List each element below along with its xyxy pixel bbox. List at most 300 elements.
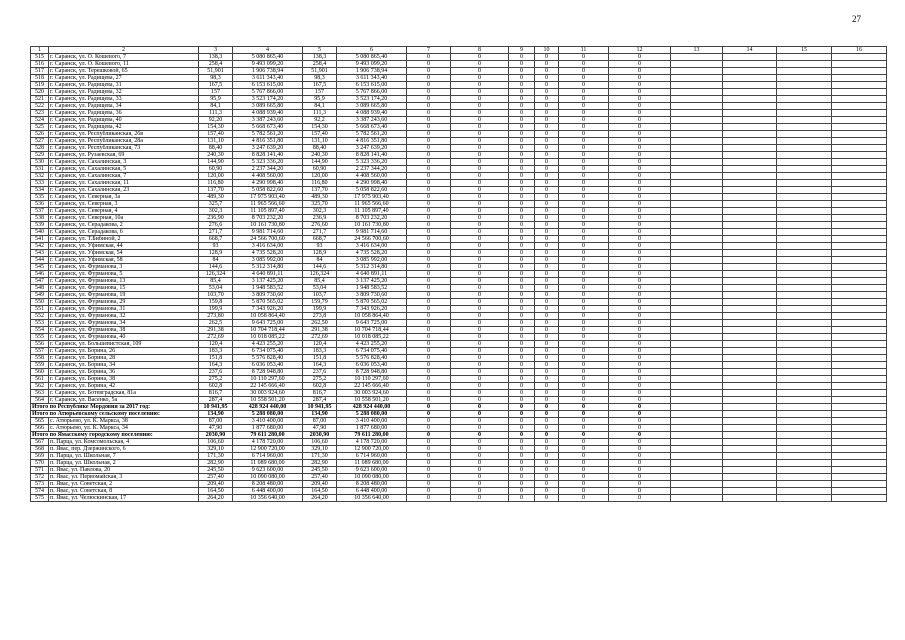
empty-cell bbox=[723, 439, 777, 446]
row-number: 560 bbox=[31, 369, 49, 376]
zero-cell: 0 bbox=[535, 411, 559, 418]
address-cell: г. Саранск, ул. Фурманова, 38 bbox=[49, 327, 199, 334]
row-number: 530 bbox=[31, 159, 49, 166]
zero-cell: 0 bbox=[559, 208, 609, 215]
zero-cell: 0 bbox=[509, 264, 535, 271]
area-cell: 88,40 bbox=[199, 145, 233, 152]
empty-cell bbox=[723, 313, 777, 320]
empty-cell bbox=[671, 285, 723, 292]
empty-cell bbox=[671, 173, 723, 180]
zero-cell: 0 bbox=[407, 96, 451, 103]
zero-cell: 0 bbox=[509, 418, 535, 425]
zero-cell: 0 bbox=[559, 96, 609, 103]
empty-cell bbox=[723, 264, 777, 271]
area-cell: 154,30 bbox=[199, 124, 233, 131]
zero-cell: 0 bbox=[509, 495, 535, 502]
empty-cell bbox=[671, 411, 723, 418]
zero-cell: 0 bbox=[535, 166, 559, 173]
zero-cell: 0 bbox=[451, 355, 509, 362]
zero-cell: 0 bbox=[609, 327, 671, 334]
empty-cell bbox=[671, 54, 723, 61]
empty-cell bbox=[777, 376, 832, 383]
address-cell: г. Саранск, ул. Борина, 42 bbox=[49, 383, 199, 390]
row-number: 549 bbox=[31, 292, 49, 299]
area-cell: 111,3 bbox=[199, 110, 233, 117]
empty-cell bbox=[832, 299, 887, 306]
zero-cell: 0 bbox=[559, 306, 609, 313]
address-cell: г. Саранск, ул. Северная, 3 bbox=[49, 201, 199, 208]
zero-cell: 0 bbox=[509, 453, 535, 460]
zero-cell: 0 bbox=[407, 383, 451, 390]
cost-cell: 3 523 174,20 bbox=[337, 96, 407, 103]
cost-cell: 428 924 440,00 bbox=[337, 404, 407, 411]
empty-cell bbox=[777, 264, 832, 271]
zero-cell: 0 bbox=[451, 369, 509, 376]
address-cell: г. Саранск, ул. Уфимская, 54 bbox=[49, 250, 199, 257]
address-cell: п. Явас, пер. Дзержинского, 6 bbox=[49, 446, 199, 453]
zero-cell: 0 bbox=[609, 362, 671, 369]
address-cell: г. Саранск, ул. Северная, 10а bbox=[49, 215, 199, 222]
table-row bbox=[31, 180, 887, 187]
cost-cell: 5 312 314,80 bbox=[233, 264, 303, 271]
zero-cell: 0 bbox=[559, 439, 609, 446]
zero-cell: 0 bbox=[609, 320, 671, 327]
zero-cell: 0 bbox=[535, 61, 559, 68]
zero-cell: 0 bbox=[609, 250, 671, 257]
cost-cell: 4 290 998,40 bbox=[337, 180, 407, 187]
area-cell: 245,50 bbox=[303, 467, 337, 474]
cost-cell: 5 058 822,60 bbox=[233, 187, 303, 194]
table-row bbox=[31, 383, 887, 390]
table-row bbox=[31, 292, 887, 299]
address-cell: г. Саранск, ул. Сахалинская, 3 bbox=[49, 159, 199, 166]
empty-cell bbox=[832, 75, 887, 82]
empty-cell bbox=[723, 131, 777, 138]
area-cell: 88,40 bbox=[303, 145, 337, 152]
zero-cell: 0 bbox=[451, 341, 509, 348]
row-number: 546 bbox=[31, 271, 49, 278]
address-cell: г. Саранск, ул. Рузаевская, 69 bbox=[49, 152, 199, 159]
row-number: 529 bbox=[31, 152, 49, 159]
empty-cell bbox=[832, 243, 887, 250]
zero-cell: 0 bbox=[451, 138, 509, 145]
zero-cell: 0 bbox=[451, 278, 509, 285]
empty-cell bbox=[723, 481, 777, 488]
empty-cell bbox=[671, 474, 723, 481]
area-cell: 282,90 bbox=[303, 460, 337, 467]
row-number: 539 bbox=[31, 222, 49, 229]
address-cell: п. Явас, ул. Челюскинская, 17 bbox=[49, 495, 199, 502]
row-number: 525 bbox=[31, 124, 49, 131]
zero-cell: 0 bbox=[535, 474, 559, 481]
empty-cell bbox=[777, 285, 832, 292]
zero-cell: 0 bbox=[407, 180, 451, 187]
row-number: 552 bbox=[31, 313, 49, 320]
area-cell: 93 bbox=[303, 243, 337, 250]
area-cell: 287,4 bbox=[303, 397, 337, 404]
area-cell: 2030,90 bbox=[199, 432, 233, 439]
empty-cell bbox=[671, 313, 723, 320]
empty-cell bbox=[671, 320, 723, 327]
zero-cell: 0 bbox=[559, 257, 609, 264]
empty-cell bbox=[832, 292, 887, 299]
cost-cell: 8 728 948,80 bbox=[337, 369, 407, 376]
address-cell: г. Саранск, ул. Фурманова, 3 bbox=[49, 264, 199, 271]
zero-cell: 0 bbox=[535, 138, 559, 145]
column-number-16: 16 bbox=[832, 47, 887, 54]
zero-cell: 0 bbox=[535, 145, 559, 152]
zero-cell: 0 bbox=[535, 131, 559, 138]
empty-cell bbox=[777, 439, 832, 446]
row-number: 543 bbox=[31, 250, 49, 257]
zero-cell: 0 bbox=[509, 89, 535, 96]
cost-cell: 1 948 583,52 bbox=[337, 285, 407, 292]
zero-cell: 0 bbox=[609, 460, 671, 467]
empty-cell bbox=[671, 481, 723, 488]
empty-cell bbox=[671, 138, 723, 145]
area-cell: 47,90 bbox=[303, 425, 337, 432]
zero-cell: 0 bbox=[407, 446, 451, 453]
area-cell: 325,70 bbox=[303, 201, 337, 208]
empty-cell bbox=[671, 460, 723, 467]
zero-cell: 0 bbox=[559, 285, 609, 292]
zero-cell: 0 bbox=[609, 299, 671, 306]
area-cell: 84,1 bbox=[303, 103, 337, 110]
zero-cell: 0 bbox=[451, 222, 509, 229]
cost-cell: 10 018 085,22 bbox=[233, 334, 303, 341]
zero-cell: 0 bbox=[407, 229, 451, 236]
zero-cell: 0 bbox=[509, 173, 535, 180]
area-cell: 164,50 bbox=[199, 488, 233, 495]
zero-cell: 0 bbox=[559, 320, 609, 327]
zero-cell: 0 bbox=[451, 453, 509, 460]
cost-cell: 3 137 425,20 bbox=[337, 278, 407, 285]
cost-cell: 4 290 998,40 bbox=[233, 180, 303, 187]
empty-cell bbox=[671, 341, 723, 348]
zero-cell: 0 bbox=[609, 54, 671, 61]
cost-cell: 10 356 640,00 bbox=[233, 495, 303, 502]
cost-cell: 4 816 351,80 bbox=[337, 138, 407, 145]
zero-cell: 0 bbox=[535, 460, 559, 467]
zero-cell: 0 bbox=[509, 68, 535, 75]
empty-cell bbox=[832, 306, 887, 313]
table-row bbox=[31, 75, 887, 82]
address-cell: г. Саранск, ул. Радищева, 40 bbox=[49, 117, 199, 124]
zero-cell: 0 bbox=[509, 488, 535, 495]
empty-cell bbox=[832, 145, 887, 152]
zero-cell: 0 bbox=[535, 404, 559, 411]
address-cell: п. Явас, ул. Первомайская, 3 bbox=[49, 474, 199, 481]
empty-cell bbox=[671, 215, 723, 222]
cost-cell: 5 782 561,20 bbox=[337, 131, 407, 138]
empty-cell bbox=[777, 82, 832, 89]
area-cell: 128,9 bbox=[199, 250, 233, 257]
zero-cell: 0 bbox=[609, 488, 671, 495]
table-row bbox=[31, 117, 887, 124]
zero-cell: 0 bbox=[509, 404, 535, 411]
area-cell: 164,3 bbox=[303, 362, 337, 369]
area-cell: 816,7 bbox=[303, 390, 337, 397]
cost-cell: 17 975 903,40 bbox=[337, 194, 407, 201]
area-cell: 264,20 bbox=[199, 495, 233, 502]
address-cell: г. Саранск, ул. Радищева, 27 bbox=[49, 75, 199, 82]
zero-cell: 0 bbox=[609, 68, 671, 75]
empty-cell bbox=[832, 397, 887, 404]
empty-cell bbox=[723, 362, 777, 369]
area-cell: 157,40 bbox=[199, 131, 233, 138]
cost-cell: 4 408 560,00 bbox=[233, 173, 303, 180]
cost-cell: 5 782 561,20 bbox=[233, 131, 303, 138]
table-row bbox=[31, 208, 887, 215]
empty-cell bbox=[671, 418, 723, 425]
cost-cell: 3 137 425,20 bbox=[233, 278, 303, 285]
zero-cell: 0 bbox=[509, 334, 535, 341]
row-number: 548 bbox=[31, 285, 49, 292]
cost-cell: 1 877 680,00 bbox=[337, 425, 407, 432]
zero-cell: 0 bbox=[407, 369, 451, 376]
empty-cell bbox=[777, 236, 832, 243]
table-row bbox=[31, 285, 887, 292]
empty-cell bbox=[832, 460, 887, 467]
table-row bbox=[31, 341, 887, 348]
empty-cell bbox=[671, 61, 723, 68]
zero-cell: 0 bbox=[451, 243, 509, 250]
zero-cell: 0 bbox=[535, 159, 559, 166]
zero-cell: 0 bbox=[509, 201, 535, 208]
zero-cell: 0 bbox=[451, 54, 509, 61]
cost-cell: 4 408 560,00 bbox=[337, 173, 407, 180]
empty-cell bbox=[671, 89, 723, 96]
empty-cell bbox=[723, 334, 777, 341]
zero-cell: 0 bbox=[609, 138, 671, 145]
zero-cell: 0 bbox=[407, 103, 451, 110]
empty-cell bbox=[777, 355, 832, 362]
zero-cell: 0 bbox=[535, 355, 559, 362]
zero-cell: 0 bbox=[451, 292, 509, 299]
address-cell: п. Парца, ул. Комсомольская, 4 bbox=[49, 439, 199, 446]
empty-cell bbox=[671, 159, 723, 166]
empty-cell bbox=[777, 495, 832, 502]
empty-cell bbox=[671, 166, 723, 173]
zero-cell: 0 bbox=[509, 117, 535, 124]
zero-cell: 0 bbox=[451, 425, 509, 432]
cost-cell: 6 714 960,00 bbox=[337, 453, 407, 460]
area-cell: 137,70 bbox=[199, 187, 233, 194]
table-row bbox=[31, 96, 887, 103]
address-cell: г. Саранск, ул. Республиканская, 28а bbox=[49, 138, 199, 145]
empty-cell bbox=[832, 285, 887, 292]
cost-cell: 10 558 501,20 bbox=[337, 397, 407, 404]
empty-cell bbox=[671, 306, 723, 313]
empty-cell bbox=[832, 89, 887, 96]
table-row bbox=[31, 166, 887, 173]
empty-cell bbox=[723, 124, 777, 131]
row-number: 565 bbox=[31, 418, 49, 425]
area-cell: 111,3 bbox=[303, 110, 337, 117]
zero-cell: 0 bbox=[509, 341, 535, 348]
area-cell: 151,8 bbox=[303, 355, 337, 362]
zero-cell: 0 bbox=[535, 439, 559, 446]
cost-cell: 10 090 080,00 bbox=[337, 474, 407, 481]
table-row bbox=[31, 243, 887, 250]
address-cell: п. Парца, ул. Школьная, 2 bbox=[49, 460, 199, 467]
area-cell: 157 bbox=[303, 89, 337, 96]
zero-cell: 0 bbox=[509, 425, 535, 432]
empty-cell bbox=[832, 467, 887, 474]
zero-cell: 0 bbox=[535, 222, 559, 229]
zero-cell: 0 bbox=[559, 250, 609, 257]
column-number-2: 2 bbox=[49, 47, 199, 54]
cost-cell: 4 816 351,80 bbox=[233, 138, 303, 145]
area-cell: 287,4 bbox=[199, 397, 233, 404]
cost-cell: 5 312 314,80 bbox=[337, 264, 407, 271]
empty-cell bbox=[723, 96, 777, 103]
empty-cell bbox=[832, 222, 887, 229]
address-cell: г. Саранск, ул. Т.Бибиной, 2 bbox=[49, 236, 199, 243]
cost-cell: 5 870 565,02 bbox=[337, 299, 407, 306]
address-cell: г. Саранск, ул. Республиканская, 73 bbox=[49, 145, 199, 152]
cost-cell: 6 153 615,00 bbox=[233, 82, 303, 89]
empty-cell bbox=[777, 278, 832, 285]
empty-cell bbox=[777, 390, 832, 397]
zero-cell: 0 bbox=[559, 460, 609, 467]
page-number: 27 bbox=[852, 14, 861, 24]
table-row bbox=[31, 152, 887, 159]
zero-cell: 0 bbox=[407, 124, 451, 131]
zero-cell: 0 bbox=[509, 110, 535, 117]
address-cell: г. Саранск, ул. Большевистская, 109 bbox=[49, 341, 199, 348]
zero-cell: 0 bbox=[559, 82, 609, 89]
address-cell: г. Саранск, ул. О. Кошевого, 11 bbox=[49, 61, 199, 68]
empty-cell bbox=[723, 110, 777, 117]
address-cell: г. Саранск, ул. Фурманова, 19 bbox=[49, 292, 199, 299]
area-cell: 53,04 bbox=[303, 285, 337, 292]
address-cell: г. Саранск, ул. О. Кошевого, 7 bbox=[49, 54, 199, 61]
zero-cell: 0 bbox=[609, 495, 671, 502]
zero-cell: 0 bbox=[509, 166, 535, 173]
table-body bbox=[31, 47, 887, 502]
zero-cell: 0 bbox=[509, 96, 535, 103]
empty-cell bbox=[777, 152, 832, 159]
column-number-13: 13 bbox=[671, 47, 723, 54]
zero-cell: 0 bbox=[609, 96, 671, 103]
cost-cell: 3 416 634,00 bbox=[337, 243, 407, 250]
area-cell: 272,69 bbox=[303, 334, 337, 341]
row-number: 534 bbox=[31, 187, 49, 194]
empty-cell bbox=[723, 418, 777, 425]
zero-cell: 0 bbox=[509, 390, 535, 397]
address-cell: г. Саранск, ул. Фурманова, 13 bbox=[49, 278, 199, 285]
empty-cell bbox=[832, 236, 887, 243]
zero-cell: 0 bbox=[509, 467, 535, 474]
zero-cell: 0 bbox=[559, 187, 609, 194]
zero-cell: 0 bbox=[535, 117, 559, 124]
address-cell: г. Саранск, ул. Фурманова, 29 bbox=[49, 299, 199, 306]
zero-cell: 0 bbox=[559, 159, 609, 166]
empty-cell bbox=[671, 334, 723, 341]
subtotal-label: Итого по Ямасскому городскому поселению: bbox=[31, 432, 199, 439]
table-row bbox=[31, 313, 887, 320]
table-row bbox=[31, 355, 887, 362]
row-number: 542 bbox=[31, 243, 49, 250]
zero-cell: 0 bbox=[559, 299, 609, 306]
cost-cell: 5 323 336,20 bbox=[233, 159, 303, 166]
cost-cell: 11 965 566,60 bbox=[233, 201, 303, 208]
zero-cell: 0 bbox=[509, 285, 535, 292]
row-number: 547 bbox=[31, 278, 49, 285]
empty-cell bbox=[777, 243, 832, 250]
address-cell: г. Саранск, ул. Сахалинская, 23 bbox=[49, 187, 199, 194]
empty-cell bbox=[723, 425, 777, 432]
empty-cell bbox=[777, 61, 832, 68]
row-number: 521 bbox=[31, 96, 49, 103]
empty-cell bbox=[777, 299, 832, 306]
zero-cell: 0 bbox=[609, 264, 671, 271]
empty-cell bbox=[723, 292, 777, 299]
zero-cell: 0 bbox=[609, 278, 671, 285]
empty-cell bbox=[671, 194, 723, 201]
empty-cell bbox=[671, 201, 723, 208]
area-cell: 329,10 bbox=[303, 446, 337, 453]
row-number: 523 bbox=[31, 110, 49, 117]
address-cell: с. Атюрьево, ул. К. Маркса, 34 bbox=[49, 425, 199, 432]
area-cell: 159,8 bbox=[199, 299, 233, 306]
empty-cell bbox=[671, 432, 723, 439]
empty-cell bbox=[777, 460, 832, 467]
empty-cell bbox=[777, 348, 832, 355]
area-cell: 103,7 bbox=[303, 292, 337, 299]
cost-cell: 1 948 583,52 bbox=[233, 285, 303, 292]
zero-cell: 0 bbox=[609, 439, 671, 446]
row-number: 532 bbox=[31, 173, 49, 180]
zero-cell: 0 bbox=[559, 334, 609, 341]
empty-cell bbox=[671, 103, 723, 110]
zero-cell: 0 bbox=[509, 103, 535, 110]
empty-cell bbox=[723, 145, 777, 152]
empty-cell bbox=[777, 159, 832, 166]
cost-cell: 5 668 673,40 bbox=[337, 124, 407, 131]
row-number: 541 bbox=[31, 236, 49, 243]
empty-cell bbox=[723, 453, 777, 460]
table-row bbox=[31, 110, 887, 117]
empty-cell bbox=[723, 397, 777, 404]
column-number-6: 6 bbox=[337, 47, 407, 54]
empty-cell bbox=[723, 460, 777, 467]
zero-cell: 0 bbox=[407, 82, 451, 89]
zero-cell: 0 bbox=[559, 418, 609, 425]
zero-cell: 0 bbox=[407, 355, 451, 362]
table-row bbox=[31, 89, 887, 96]
zero-cell: 0 bbox=[451, 460, 509, 467]
zero-cell: 0 bbox=[609, 194, 671, 201]
cost-cell: 3 247 639,20 bbox=[337, 145, 407, 152]
zero-cell: 0 bbox=[509, 278, 535, 285]
area-cell: 209,40 bbox=[199, 481, 233, 488]
empty-cell bbox=[723, 117, 777, 124]
zero-cell: 0 bbox=[535, 362, 559, 369]
empty-cell bbox=[777, 215, 832, 222]
empty-cell bbox=[832, 215, 887, 222]
empty-cell bbox=[777, 257, 832, 264]
row-number: 563 bbox=[31, 390, 49, 397]
zero-cell: 0 bbox=[559, 411, 609, 418]
empty-cell bbox=[671, 446, 723, 453]
empty-cell bbox=[723, 341, 777, 348]
empty-cell bbox=[832, 355, 887, 362]
empty-cell bbox=[777, 103, 832, 110]
cost-cell: 5 576 828,40 bbox=[337, 355, 407, 362]
empty-cell bbox=[723, 201, 777, 208]
